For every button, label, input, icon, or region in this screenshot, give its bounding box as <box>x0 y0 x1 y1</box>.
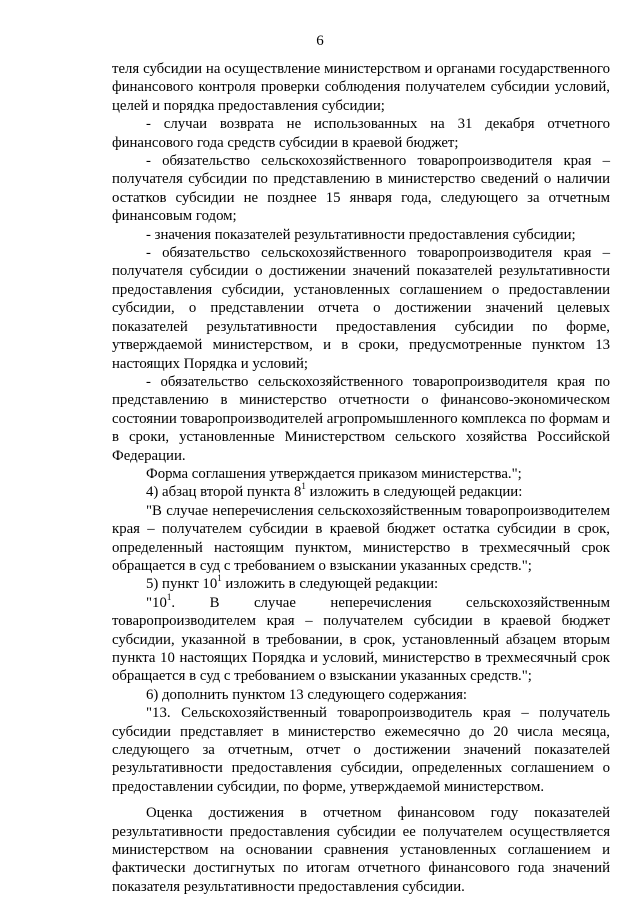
paragraph: 6) дополнить пунктом 13 следующего содержания: <box>146 686 468 703</box>
paragraph: - обязательство сельскохозяйственного товаропроизводителя края – получателя субсидии по представлению в министерство сведений о наличии остатков субсидии не позднее 15 января года, следующего за отчетным финансовым годом; <box>112 153 610 225</box>
page-number: 6 <box>316 33 324 49</box>
paragraph: - случаи возврата не использованных на 31 декабря отчетного финансового года средств субсидии в краевой бюджет; <box>112 116 610 151</box>
paragraph: "13. Сельскохозяйственный товаропроизводитель края – получатель субсидии представляет в министерство ежемесячно до 20 числа месяца, следующего за отчетным, отчет о достижении значений показателей результативности предоставления субсидии, определенных соглашением о предоставлении субсидии, по форме, утверждаемой министерством. <box>112 705 610 795</box>
paragraph: - обязательство сельскохозяйственного товаропроизводителя края – получателя субсидии о достижении значений показателей результативности предоставления субсидии, установленных соглашением о предоставлении субсидии, о представлении отчета о достижении значений целевых показателей результативности предоставления субсидии по форме, утверждаемой министерством, и в сроки, предусмотренные пунктом 13 настоящих Порядка и условий; <box>112 245 610 372</box>
paragraph: теля субсидии на осуществление министерством и органами государственного финансового контроля проверки соблюдения получателем субсидии условий, целей и порядка предоставления субсидии; <box>112 61 610 114</box>
superscript: 1 <box>301 481 306 492</box>
paragraph: 4) абзац второй пункта $8^1$ изложить в следующей редакции: <box>146 481 523 501</box>
document-body <box>112 60 610 896</box>
paragraph: "$10^1$. В случае неперечисления сельскохозяйственным товаропроизводителем края – получателем субсидии в краевой бюджет субсидии, указанной в требовании, в срок, установленный абзацем вторым пункта 10 настоящих Порядка и условий, министерство в трехмесячный срок обращается в суд с требованием о взыскании указанных средств."; <box>112 591 610 685</box>
paragraph: - значения показателей результативности предоставления субсидии; <box>146 226 576 243</box>
paragraph: 5) пункт $10^1$ изложить в следующей редакции: <box>146 573 439 593</box>
paragraph: Оценка достижения в отчетном финансовом году показателей результативности предоставления субсидии ее получателем осуществляется министерством на основании сравнения установленных соглашением и фактически достигнутых по итогам отчетного финансового года значений показателя результативности предоставления субсидии. <box>112 805 610 895</box>
paragraph: - обязательство сельскохозяйственного товаропроизводителя края по представлению в министерство отчетности о финансово-экономическом состоянии товаропроизводителей агропромышленного комплекса по формам и в сроки, установленные Министерством сельского хозяйства Российской Федерации. <box>112 373 610 464</box>
superscript: 1 <box>217 573 222 584</box>
superscript: 1 <box>166 591 172 602</box>
paragraph: "В случае неперечисления сельскохозяйственным товаропроизводителем края – получателем субсидии в краевой бюджет остатка субсидии в срок, определенный настоящим пунктом, министерство в трехмесячный срок обращается в суд с требованием о взыскании указанных средств."; <box>112 502 610 574</box>
paragraph: Форма соглашения утверждается приказом министерства."; <box>146 465 522 482</box>
